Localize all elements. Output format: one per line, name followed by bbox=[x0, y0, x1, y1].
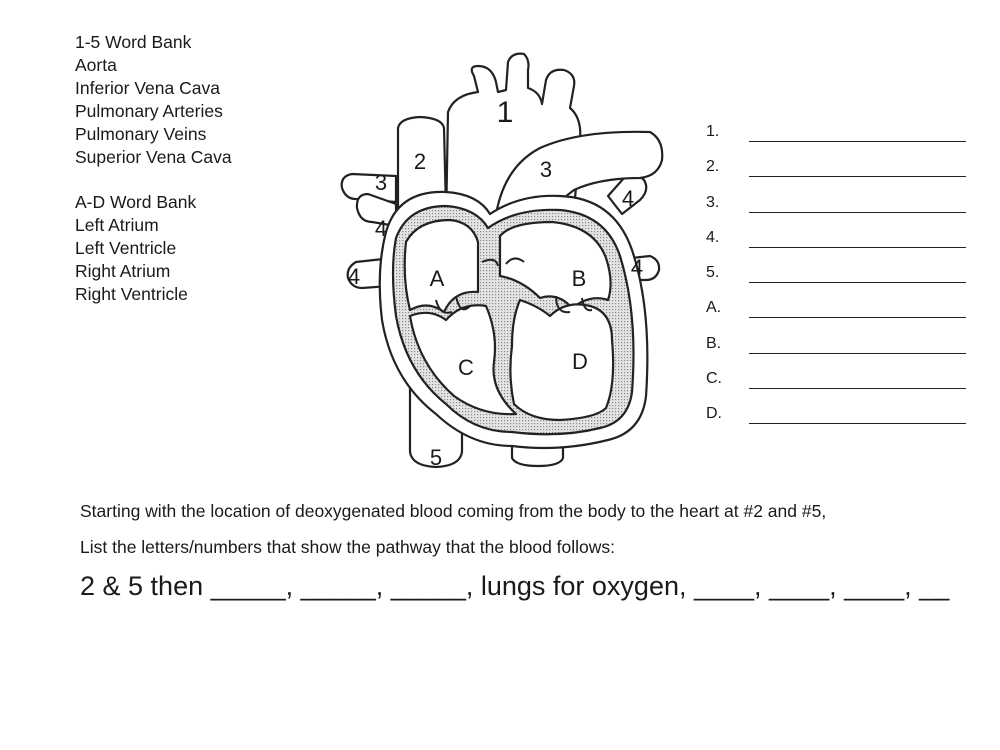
word-bank-1-5-title: 1-5 Word Bank bbox=[75, 32, 192, 52]
label-pulmonary-vein-right-upper: 4 bbox=[621, 186, 635, 211]
word-bank-item: Left Atrium bbox=[75, 215, 159, 235]
answer-blank[interactable] bbox=[749, 212, 966, 213]
answer-row bbox=[706, 193, 968, 228]
answer-row bbox=[706, 334, 968, 369]
label-pulmonary-vein-left-low: 4 bbox=[347, 264, 361, 289]
answer-number: 4. bbox=[706, 228, 720, 246]
answer-number: 3. bbox=[706, 193, 720, 211]
answer-blank[interactable] bbox=[749, 388, 966, 389]
word-bank-item: Right Ventricle bbox=[75, 284, 188, 304]
answer-list bbox=[706, 122, 968, 440]
label-pulmonary-vein-left-upper: 3 bbox=[374, 170, 388, 195]
answer-number: C. bbox=[706, 370, 722, 388]
word-bank-a-d-title: A-D Word Bank bbox=[75, 192, 197, 212]
label-chamber-b: B bbox=[571, 266, 587, 291]
answer-number: A. bbox=[706, 299, 722, 317]
word-bank-item: Pulmonary Arteries bbox=[75, 101, 223, 121]
answer-row bbox=[706, 122, 968, 157]
pathway-answer-line[interactable]: 2 & 5 then _____, _____, _____, lungs for oxygen, ____, ____, ____, __ bbox=[80, 571, 950, 601]
answer-blank[interactable] bbox=[749, 141, 966, 142]
answer-blank[interactable] bbox=[749, 282, 966, 283]
word-bank-item: Pulmonary Veins bbox=[75, 124, 207, 144]
answer-number: 1. bbox=[706, 123, 720, 140]
answer-row bbox=[706, 157, 968, 192]
word-bank-item: Superior Vena Cava bbox=[75, 147, 232, 167]
label-inferior-vena-cava: 5 bbox=[429, 445, 443, 470]
answer-number: D. bbox=[706, 405, 722, 423]
answer-blank[interactable] bbox=[749, 176, 966, 177]
word-bank-1-5 bbox=[75, 31, 232, 169]
heart-diagram bbox=[330, 48, 675, 473]
instruction-line-1: Starting with the location of deoxygenated blood coming from the body to the heart at #2 and #5, bbox=[80, 501, 827, 521]
answer-row bbox=[706, 263, 968, 298]
answer-number: 2. bbox=[706, 158, 720, 176]
word-bank-item: Right Atrium bbox=[75, 261, 171, 281]
answer-row bbox=[706, 228, 968, 263]
answer-blank[interactable] bbox=[749, 353, 966, 354]
answer-blank[interactable] bbox=[749, 317, 966, 318]
word-bank-item: Left Ventricle bbox=[75, 238, 177, 258]
label-chamber-a: A bbox=[429, 266, 445, 291]
answer-row bbox=[706, 369, 968, 404]
word-bank-item: Inferior Vena Cava bbox=[75, 78, 220, 98]
answer-number: B. bbox=[706, 334, 722, 352]
instruction-line-2: List the letters/numbers that show the pathway that the blood follows: bbox=[80, 537, 616, 557]
label-pulmonary-vein-left-mid: 4 bbox=[374, 216, 388, 241]
label-chamber-c: C bbox=[458, 355, 474, 380]
answer-row bbox=[706, 298, 968, 333]
label-pulmonary-artery: 3 bbox=[539, 157, 553, 182]
chamber-d bbox=[510, 300, 613, 420]
word-bank-item: Aorta bbox=[75, 55, 117, 75]
word-bank-a-d bbox=[75, 191, 196, 306]
label-pulmonary-vein-right-low: 4 bbox=[630, 255, 644, 280]
answer-number: 5. bbox=[706, 264, 720, 282]
label-superior-vena-cava: 2 bbox=[413, 149, 427, 174]
answer-blank[interactable] bbox=[749, 423, 966, 424]
label-chamber-d: D bbox=[572, 349, 588, 374]
label-aorta: 1 bbox=[496, 96, 514, 129]
answer-row bbox=[706, 404, 968, 439]
answer-blank[interactable] bbox=[749, 247, 966, 248]
